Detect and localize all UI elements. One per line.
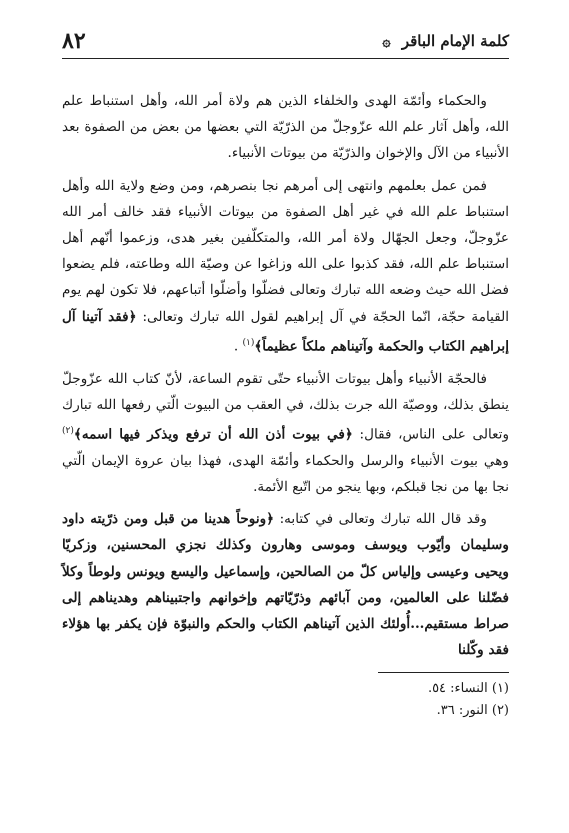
page-number: ٨٢: [62, 28, 86, 54]
running-title: [382, 32, 509, 50]
page-body: [62, 88, 509, 669]
footnote-marker: (١): [242, 337, 255, 348]
paragraph-text-after: وهي بيوت الأنبياء والرسل والحكماء وأئمّة الهدى، فهذا بيان عروة الإيمان الّتي نجا بها من نجا قبلكم، وبها ينجو من اتّبع الأئمة.: [62, 452, 509, 495]
paragraph-text: فمن عمل بعلمهم وانتهى إلى أمرهم نجا بنصرهم، ومن وضع ولاية الله وأهل استنباط علم الله في غير أهل الصفوة من بيوتات الأنبياء فقد خالف أمر الله عزّوجلّ، وجعل الجهّال ولاة أمر الله، والمتكلّفين بغير هدى، وزعموا أنّهم أهل استنباط علم الله، فقد كذبوا على الله وزاغوا عن وصيّة الله وطاعته، فلم يضعوا فضل الله حيث وضعه الله تبارك وتعالى فضلّوا وأضلّوا أتباعهم، فلا تكون لهم يوم القيامة حجّة، انّما الحجّة في آل إبراهيم لقول الله تبارك وتعالى:: [62, 177, 510, 325]
paragraph-text: وقد قال الله تبارك وتعالى في كتابه:: [279, 511, 487, 528]
footnote-marker: (٢): [62, 425, 74, 436]
paragraph: [62, 366, 509, 501]
header-rule: [62, 58, 509, 59]
footnote: (١) النساء: ٥٤.: [427, 681, 509, 696]
paragraph: [62, 88, 509, 167]
footnotes: [62, 678, 509, 722]
paragraph: [62, 506, 509, 663]
paragraph-text: فالحجّة الأنبياء وأهل بيوتات الأنبياء حتّى تقوم الساعة، لأنّ كتاب الله عزّوجلّ ينطق بذلك، ووصيّة الله جرت بذلك، في العقب من البيوت الّتي رفعها الله تبارك وتعالى على الناس، فقال:: [62, 370, 510, 443]
quran-quote: ﴿ونوحاً هدينا من قبل ومن ذرّيته داود وسليمان وأيّوب ويوسف وموسى وهارون وكذلك نجزي المحسنين، وزكريّا ويحيى وعيسى وإلياس كلّ من الصالحين، وإسماعيل واليسع ويونس ولوطاً وكلاً فضّلنا على العالمين، ومن آبائهم وذرّيّاتهم وإخوانهم واجتبيناهم وهديناهم إلى صراط مستقيم...أُولئك الذين آتيناهم الكتاب والحكم والنبوّة فإن يكفر بها هؤلاء فقد وكّلنا: [62, 511, 509, 659]
footnote: (٢) النور: ٣٦.: [436, 703, 509, 718]
running-title-text: كلمة الإمام الباقر: [401, 32, 509, 50]
paragraph-text: والحكماء وأئمّة الهدى والخلفاء الذين هم ولاة أمر الله، وأهل استنباط علم الله، وأهل آثار علم الله عزّوجلّ من الذرّيّة التي بعضها من بعض من الصفوة بعد الأنبياء من الآل والإخوان والذرّيّة من بيوتات الأنبياء.: [62, 93, 509, 162]
paragraph: [62, 173, 509, 360]
footnote-rule: [378, 672, 509, 673]
page-header: [62, 26, 509, 56]
paragraph-text-after: .: [233, 338, 239, 355]
quran-quote: ﴿في بيوت أذن الله أن ترفع ويذكر فيها اسمه﴾: [73, 426, 353, 443]
quran-quote: ﴿فقد آتينا آل إبراهيم الكتاب والحكمة وآتيناهم ملكاً عظيماً﴾: [62, 308, 509, 355]
ornament-icon: ۞: [382, 34, 391, 50]
